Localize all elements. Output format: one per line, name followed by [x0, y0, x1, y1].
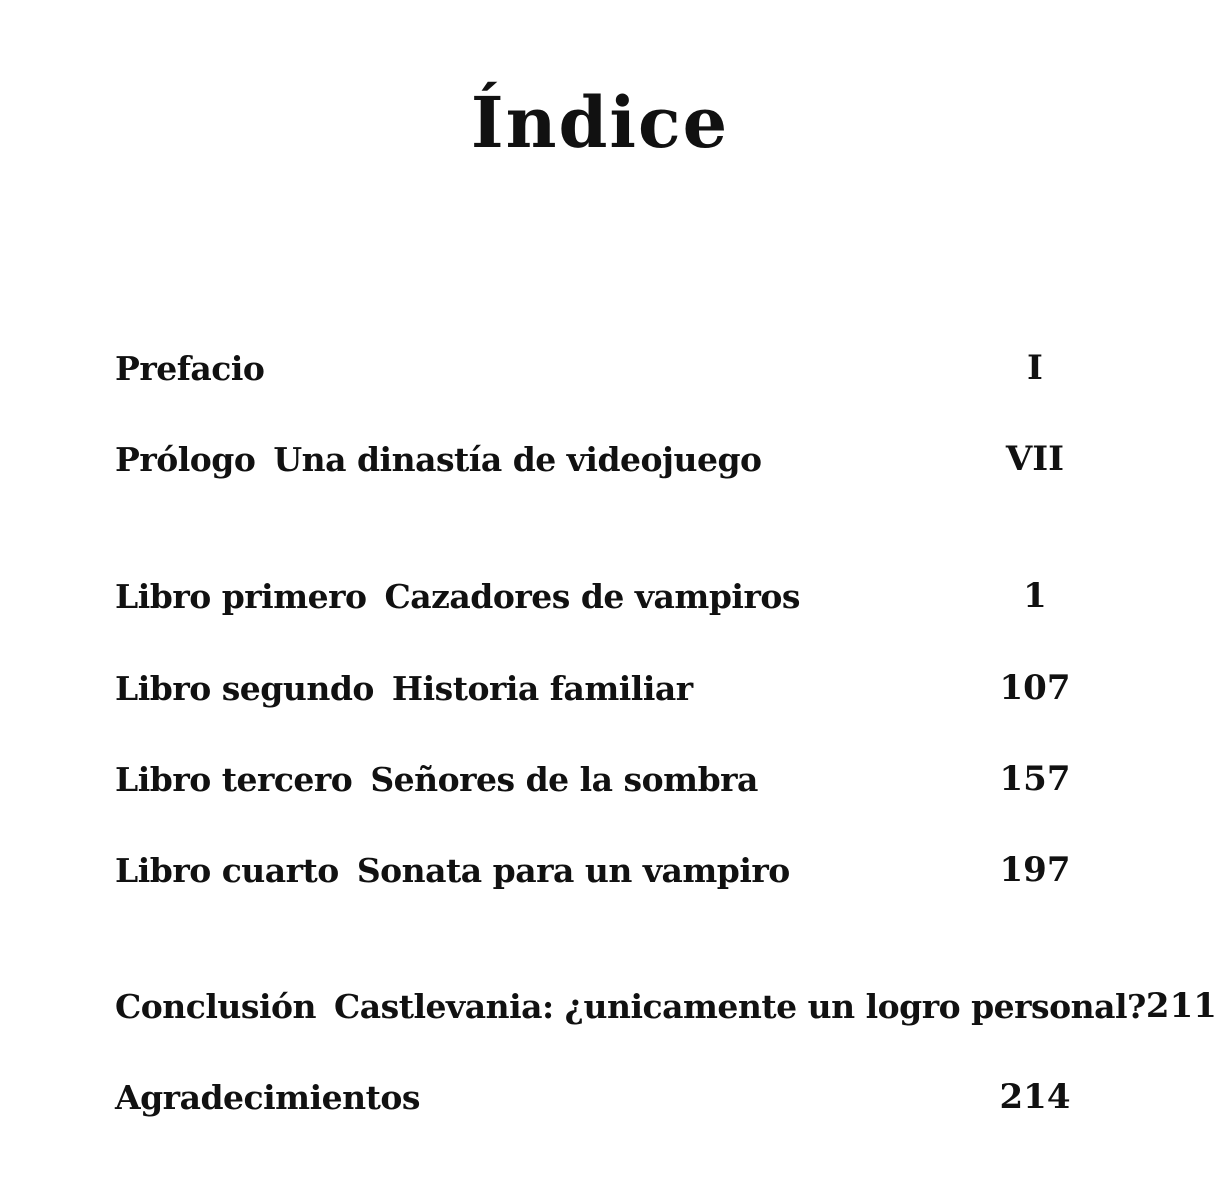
- toc-entry-text: [115, 760, 758, 799]
- toc-entry-label: Conclusión: [115, 986, 317, 1026]
- toc-entry-libro-primero: [115, 571, 1090, 621]
- toc-entry-libro-tercero: [115, 754, 1090, 804]
- toc-entry-page: 157: [999, 759, 1071, 799]
- toc-entry-page: 1: [1023, 576, 1047, 616]
- toc-entry-text: [115, 440, 762, 479]
- toc-entry-subtitle: Señores de la sombra: [370, 759, 758, 799]
- toc-entry-text: [115, 349, 282, 388]
- toc-entry-text: [115, 1078, 438, 1117]
- toc-entry-text: [115, 669, 693, 708]
- toc-entry-label: Libro primero: [115, 576, 367, 616]
- toc-entry-page: VII: [1005, 439, 1065, 479]
- toc-entry-conclusion: [115, 981, 1217, 1031]
- toc-entry-subtitle: Historia familiar: [391, 668, 693, 708]
- toc-entry-label: Prefacio: [115, 348, 265, 388]
- toc-entry-subtitle: Castlevania: ¿unicamente un logro personal?: [334, 986, 1146, 1026]
- toc-entry-page: I: [1027, 348, 1043, 388]
- toc-entry-label: Libro tercero: [115, 759, 353, 799]
- toc-entry-page: 197: [999, 850, 1071, 890]
- toc-entry-libro-cuarto: [115, 845, 1090, 895]
- toc-entry-agradecimientos: [115, 1072, 1090, 1122]
- toc-entry-text: [115, 851, 790, 890]
- toc-entry-text: [115, 577, 800, 616]
- page-title: Índice: [470, 81, 730, 164]
- toc-entry-subtitle: Sonata para un vampiro: [356, 850, 790, 890]
- toc-entry-label: Libro cuarto: [115, 850, 339, 890]
- toc-entry-subtitle: Una dinastía de videojuego: [273, 439, 762, 479]
- toc-entry-label: Agradecimientos: [115, 1077, 420, 1117]
- toc-entry-page: 211: [1145, 986, 1217, 1026]
- toc-entry-label: Libro segundo: [115, 668, 374, 708]
- toc-entry-page: 107: [999, 668, 1071, 708]
- toc-entry-label: Prólogo: [115, 439, 256, 479]
- toc-entry-text: [115, 987, 1146, 1026]
- toc-entry-subtitle: Cazadores de vampiros: [384, 576, 800, 616]
- toc-entry-prefacio: [115, 343, 1090, 393]
- toc-entry-prologo: [115, 434, 1090, 484]
- toc-entry-libro-segundo: [115, 663, 1090, 713]
- toc-entry-page: 214: [999, 1077, 1071, 1117]
